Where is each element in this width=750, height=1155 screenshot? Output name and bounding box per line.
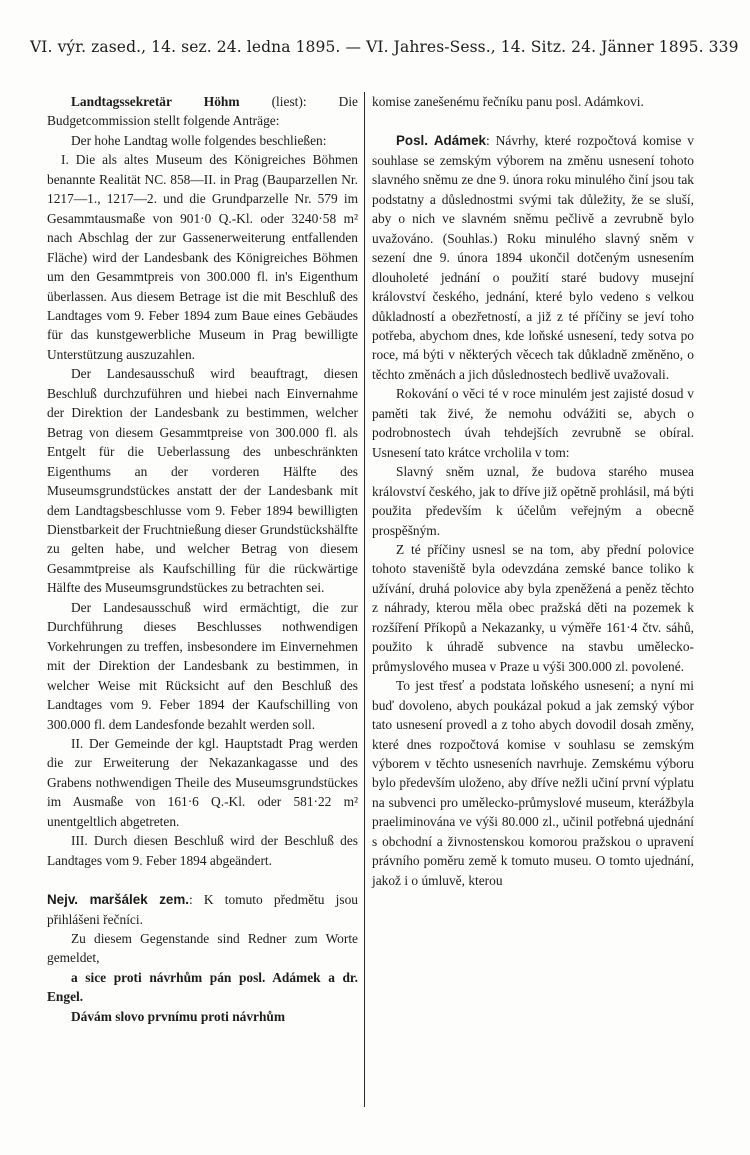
paragraph: Dávám slovo prvnímu proti návrhům <box>71 1008 286 1024</box>
paragraph: III. Durch diesen Beschluß wird der Beschluß des Landtages vom 9. Feber 1894 abgeändert. <box>47 833 358 868</box>
column-divider <box>364 92 365 1107</box>
paragraph <box>372 131 694 384</box>
paragraph: To jest třesť a podstata loňského usnesení; a nyní mi buď dovoleno, abych poukázal pokud a jak zemský výbor tato usnesení provedl a z toho abych dovodil dosah změny, které dnes rozpočtová komise v souhlasu se zemským výborem v těchto usneseních navrhuje. Zemskému výboru bylo především uloženo, aby dříve nežli učiní první výplatu na subvenci pro umělecko-průmyslové museum, kterážbyla praeliminována ve výši 80.000 zl., učinil potřebná ujednání s obchodní a živnostenskou komorou pražskou o upravení právního poměru země k tomuto museu. O tomto ujednání, jakož i o úmluvě, kterou <box>372 678 694 888</box>
paragraph-text: : Návrhy, které rozpočtová komise v souhlase se zemským výborem na změnu usnesení tohoto slavného sněmu ze dne 9. února roku minulého činí jsou tak podstatny a důslednostmi svými tak důležity, že se sluší, aby o nich ve slavném sněmu pečlivě a zevrubně bylo uvažováno. (Souhlas.) Roku minulého slavný sněm v sezení dne 9. února 1894 ukončil dotčeným usnesením dlouholeté jednání o použití staré budovy musejní království českého, jednání, které bylo vedeno s velkou důkladností a obezřetností, a již z té příčiny se jeví toho potřeba, abychom dnes, kde loňské usnesení, tedy sotva po roce, má býti v některých věcech tak důkladně změněno, o těchto změnách a jich důslednostech bedlivě uvažovali. <box>372 133 694 382</box>
paragraph: Zu diesem Gegenstande sind Redner zum Worte gemeldet, <box>47 931 358 966</box>
speaker-name: Posl. Adámek <box>396 133 486 149</box>
paragraph: Rokování o věci té v roce minulém jest zajisté dosud v paměti tak živé, že nemohu odvážiti se, abych o podrobnostech úvah tehdejších zevrubně se obíral. Usnesení tato krátce vrcholila v tom: <box>372 386 694 460</box>
paragraph: II. Der Gemeinde der kgl. Hauptstadt Prag werden die zur Erweiterung der Nekazankagasse und des Grabens nothwendigen Theile des Museumsgrundstückes im Ausmaße von 161·6 Q.-Kl. oder 581·22 m² unentgeltlich abgetreten. <box>47 735 358 829</box>
paragraph: komise zanešenému řečníku panu posl. Adámkovi. <box>372 94 644 109</box>
paragraph: a sice proti návrhům pán posl. Adámek a dr. Engel. <box>47 969 358 1005</box>
right-column <box>372 92 694 890</box>
paragraph-text: (liest): Die Budgetcommission stellt folgende Anträge: <box>47 94 358 129</box>
page-header: VI. výr. zased., 14. sez. 24. ledna 1895. — VI. Jahres-Sess., 14. Sitz. 24. Jänner 1895. 339 <box>30 38 739 56</box>
paragraph: I. Die als altes Museum des Königreiches Böhmen benannte Realität NC. 858—II. in Prag (Bauparzellen Nr. 1217—1., 1217—2. und die Grundparzelle Nr. 579 im Gesammtausmaße von 901·0 Q.-Kl. oder 3240·58 m² nach Abschlag der zur Gassenerweiterung entfallenden Fläche) wird der Landesbank des Königreiches Böhmen um den Gesammtpreis von 300.000 fl. in's Eigenthum überlassen. Aus diesem Betrage ist die mit Beschluß des Landtages vom 9. Feber 1894 zum Baue eines Gebäudes für das kunstgewerbliche Museum in Prag bewilligte Unterstützung auszuzahlen. <box>47 152 358 362</box>
paragraph: Der Landesausschuß wird ermächtigt, die zur Durchführung dieses Beschlusses nothwendigen Vorkehrungen zu treffen, insbesondere im Einvernehmen mit der Direktion der Landesbank zu bestimmen, in welcher Weise mit Rücksicht auf den Beschluß des Landtages vom 9. Feber 1894 der Kaufschilling von 300.000 fl. dem Landesfonde bezahlt werden soll. <box>47 599 358 732</box>
speaker-name: Landtagssekretär Höhm <box>71 94 240 109</box>
paragraph <box>47 890 358 929</box>
speaker-name: Nejv. maršálek zem. <box>47 892 189 908</box>
paragraph: Der Landesausschuß wird beauftragt, diesen Beschluß durchzuführen und hiebei nach Einvernahme der Direktion der Landesbank zu bestimmen, welcher Betrag von diesem Gesammtpreise von 300.000 fl. als Entgelt für die Ueberlassung des unbeschränkten Eigenthums an der vorderen Hälfte des Museumsgrundstückes anstatt der der Landesbank mit dem Landtagsbeschlusse vom 9. Feber 1894 bewilligten Dienstbarkeit der Fruchtnießung dieser Grundstückshälfte zu gelten habe, und welcher Betrag von diesem Gesammtpreise als Kaufschilling für die rückwärtige Hälfte des Museumsgrundstückes zu betrachten sei. <box>47 366 358 596</box>
paragraph <box>47 92 358 131</box>
paragraph: Z té příčiny usnesl se na tom, aby přední polovice tohoto staveniště byla odevzdána zemské bance toliko k užívání, druhá polovice aby byla zpeněžená a peněz těchto z náhrady, kterou měla obec pražská děti na pozemek k rozšíření Příkopů a Nekazanky, u výměře 161·4 čtv. sáhů, použito k úhradě subvence na stavbu umělecko-průmyslového musea v Praze u výši 300.000 zl. povolené. <box>372 541 694 674</box>
paragraph-text: : K tomuto předmětu jsou přihlášeni řečníci. <box>47 892 358 927</box>
paragraph: Der hohe Landtag wolle folgendes beschließen: <box>71 132 327 148</box>
left-column <box>47 92 358 1026</box>
paragraph: Slavný sněm uznal, že budova starého musea království českého, jak to dříve již opětně prohlásil, má býti použita především k účelům veřejným a obecně prospěšným. <box>372 464 694 538</box>
